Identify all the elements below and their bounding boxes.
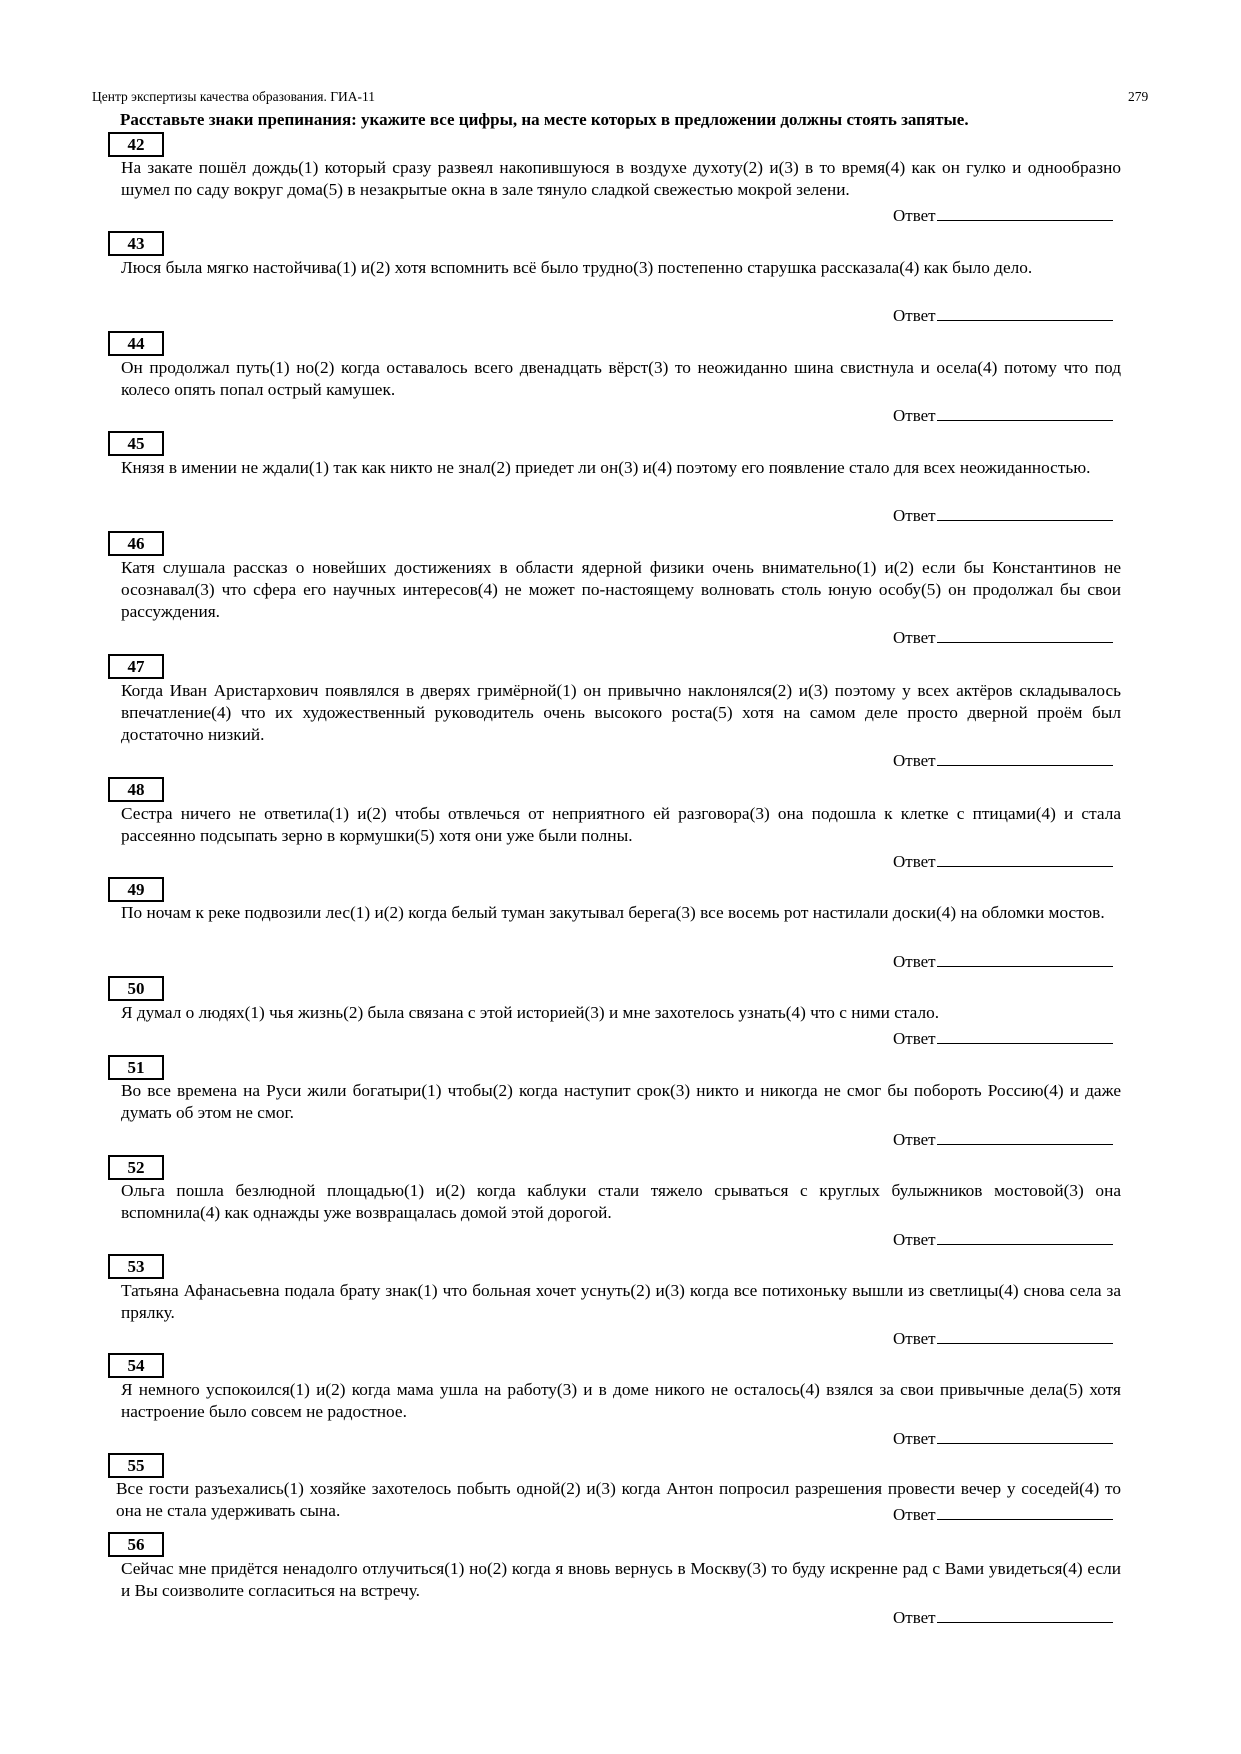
- task-text: По ночам к реке подвозили лес(1) и(2) когда белый туман закутывал берега(3) все восемь рот настилали доски(4) на обломки мостов.: [121, 903, 1105, 922]
- answer-field[interactable]: [893, 1606, 1113, 1628]
- instruction: Расставьте знаки препинания: укажите все цифры, на месте которых в предложении должны стоять запятые.: [120, 110, 969, 129]
- answer-field[interactable]: [893, 1503, 1113, 1525]
- task-text: Он продолжал путь(1) но(2) когда оставалось всего двенадцать вёрст(3) то неожиданно шина свистнула и осела(4) потому что под колесо опять попал острый камушек.: [121, 358, 1121, 399]
- task-number: 42: [108, 132, 164, 157]
- task-number: 52: [108, 1155, 164, 1180]
- answer-field[interactable]: [893, 1027, 1113, 1049]
- answer-label: Ответ: [893, 1429, 936, 1448]
- answer-line[interactable]: [937, 504, 1113, 521]
- answer-field[interactable]: [893, 1128, 1113, 1150]
- answer-line[interactable]: [937, 749, 1113, 766]
- answer-line[interactable]: [937, 1128, 1113, 1145]
- task-text: На закате пошёл дождь(1) который сразу развеял накопившуюся в воздухе духоту(2) и(3) в то время(4) как он гулко и однообразно шумел по саду вокруг дома(5) в незакрытые окна в зале тянуло сладкой свежестью мокрой зелени.: [121, 158, 1121, 199]
- answer-label: Ответ: [893, 506, 936, 525]
- task-number: 45: [108, 431, 164, 456]
- task-number: 56: [108, 1532, 164, 1557]
- answer-line[interactable]: [937, 1503, 1113, 1520]
- task-number: 44: [108, 331, 164, 356]
- answer-line[interactable]: [937, 850, 1113, 867]
- task-text: Я немного успокоился(1) и(2) когда мама ушла на работу(3) и в доме никого не осталось(4) взялся за свои привычные дела(5) хотя настроение было совсем не радостное.: [121, 1380, 1121, 1421]
- answer-line[interactable]: [937, 1327, 1113, 1344]
- task-text: Все гости разъехались(1) хозяйке захотелось побыть одной(2) и(3) когда Антон попросил разрешения провести вечер у соседей(4) то она не стала удерживать сына.: [116, 1479, 1121, 1520]
- task-text: Когда Иван Аристархович появлялся в дверях гримёрной(1) он привычно наклонялся(2) и(3) поэтому у всех актёров складывалось впечатление(4) что их художественный руководитель очень высокого роста(5) хотя на самом деле просто дверной проём был достаточно низкий.: [121, 681, 1121, 744]
- answer-label: Ответ: [893, 751, 936, 770]
- answer-line[interactable]: [937, 304, 1113, 321]
- answer-line[interactable]: [937, 404, 1113, 421]
- task-text: Люся была мягко настойчива(1) и(2) хотя вспомнить всё было трудно(3) постепенно старушка рассказала(4) как было дело.: [121, 258, 1033, 277]
- answer-line[interactable]: [937, 1606, 1113, 1623]
- answer-label: Ответ: [893, 306, 936, 325]
- task-text: Во все времена на Руси жили богатыри(1) чтобы(2) когда наступит срок(3) никто и никогда не смог бы побороть Россию(4) и даже думать об этом не смог.: [121, 1081, 1121, 1122]
- answer-label: Ответ: [893, 1029, 936, 1048]
- answer-field[interactable]: [893, 950, 1113, 972]
- answer-label: Ответ: [893, 406, 936, 425]
- answer-label: Ответ: [893, 1608, 936, 1627]
- answer-field[interactable]: [893, 1228, 1113, 1250]
- answer-label: Ответ: [893, 1505, 936, 1524]
- answer-field[interactable]: [893, 850, 1113, 872]
- page-number: 279: [1128, 89, 1149, 104]
- task-number: 50: [108, 976, 164, 1001]
- answer-field[interactable]: [893, 1327, 1113, 1349]
- answer-label: Ответ: [893, 852, 936, 871]
- answer-label: Ответ: [893, 206, 936, 225]
- task-number: 55: [108, 1453, 164, 1478]
- answer-field[interactable]: [893, 404, 1113, 426]
- answer-field[interactable]: [893, 204, 1113, 226]
- answer-label: Ответ: [893, 628, 936, 647]
- answer-line[interactable]: [937, 204, 1113, 221]
- answer-label: Ответ: [893, 952, 936, 971]
- page-header-title: Центр экспертизы качества образования. ГИА-11: [92, 89, 375, 104]
- task-number: 47: [108, 654, 164, 679]
- task-number: 54: [108, 1353, 164, 1378]
- answer-field[interactable]: [893, 749, 1113, 771]
- answer-line[interactable]: [937, 626, 1113, 643]
- task-number: 46: [108, 531, 164, 556]
- task-text: Ольга пошла безлюдной площадью(1) и(2) когда каблуки стали тяжело срываться с круглых булыжников мостовой(3) она вспомнила(4) как однажды уже возвращалась домой этой дорогой.: [121, 1181, 1121, 1222]
- task-number: 48: [108, 777, 164, 802]
- answer-line[interactable]: [937, 1027, 1113, 1044]
- task-text: Татьяна Афанасьевна подала брату знак(1) что больная хочет уснуть(2) и(3) когда все потихоньку вышли из светлицы(4) снова села за прялку.: [121, 1281, 1121, 1322]
- answer-field[interactable]: [893, 1427, 1113, 1449]
- task-number: 53: [108, 1254, 164, 1279]
- answer-label: Ответ: [893, 1130, 936, 1149]
- task-number: 51: [108, 1055, 164, 1080]
- answer-field[interactable]: [893, 304, 1113, 326]
- task-text: Катя слушала рассказ о новейших достижениях в области ядерной физики очень внимательно(1) и(2) если бы Константинов не осознавал(3) что сфера его научных интересов(4) не может по-настоящему волновать столь юную особу(5) он продолжал бы свои рассуждения.: [121, 558, 1121, 621]
- answer-label: Ответ: [893, 1329, 936, 1348]
- task-text: Я думал о людях(1) чья жизнь(2) была связана с этой историей(3) и мне захотелось узнать(4) что с ними стало.: [121, 1003, 940, 1022]
- task-text: Князя в имении не ждали(1) так как никто не знал(2) приедет ли он(3) и(4) поэтому его появление стало для всех неожиданностью.: [121, 458, 1091, 477]
- task-text: Сестра ничего не ответила(1) и(2) чтобы отвлечься от неприятного ей разговора(3) она подошла к клетке с птицами(4) и стала рассеянно подсыпать зерно в кормушки(5) хотя они уже были полны.: [121, 804, 1121, 845]
- task-number: 49: [108, 877, 164, 902]
- answer-field[interactable]: [893, 626, 1113, 648]
- task-number: 43: [108, 231, 164, 256]
- task-text: Сейчас мне придётся ненадолго отлучиться(1) но(2) когда я вновь вернусь в Москву(3) то буду искренне рад с Вами увидеться(4) если и Вы соизволите согласиться на встречу.: [121, 1559, 1121, 1600]
- answer-field[interactable]: [893, 504, 1113, 526]
- answer-line[interactable]: [937, 950, 1113, 967]
- answer-line[interactable]: [937, 1427, 1113, 1444]
- answer-label: Ответ: [893, 1230, 936, 1249]
- answer-line[interactable]: [937, 1228, 1113, 1245]
